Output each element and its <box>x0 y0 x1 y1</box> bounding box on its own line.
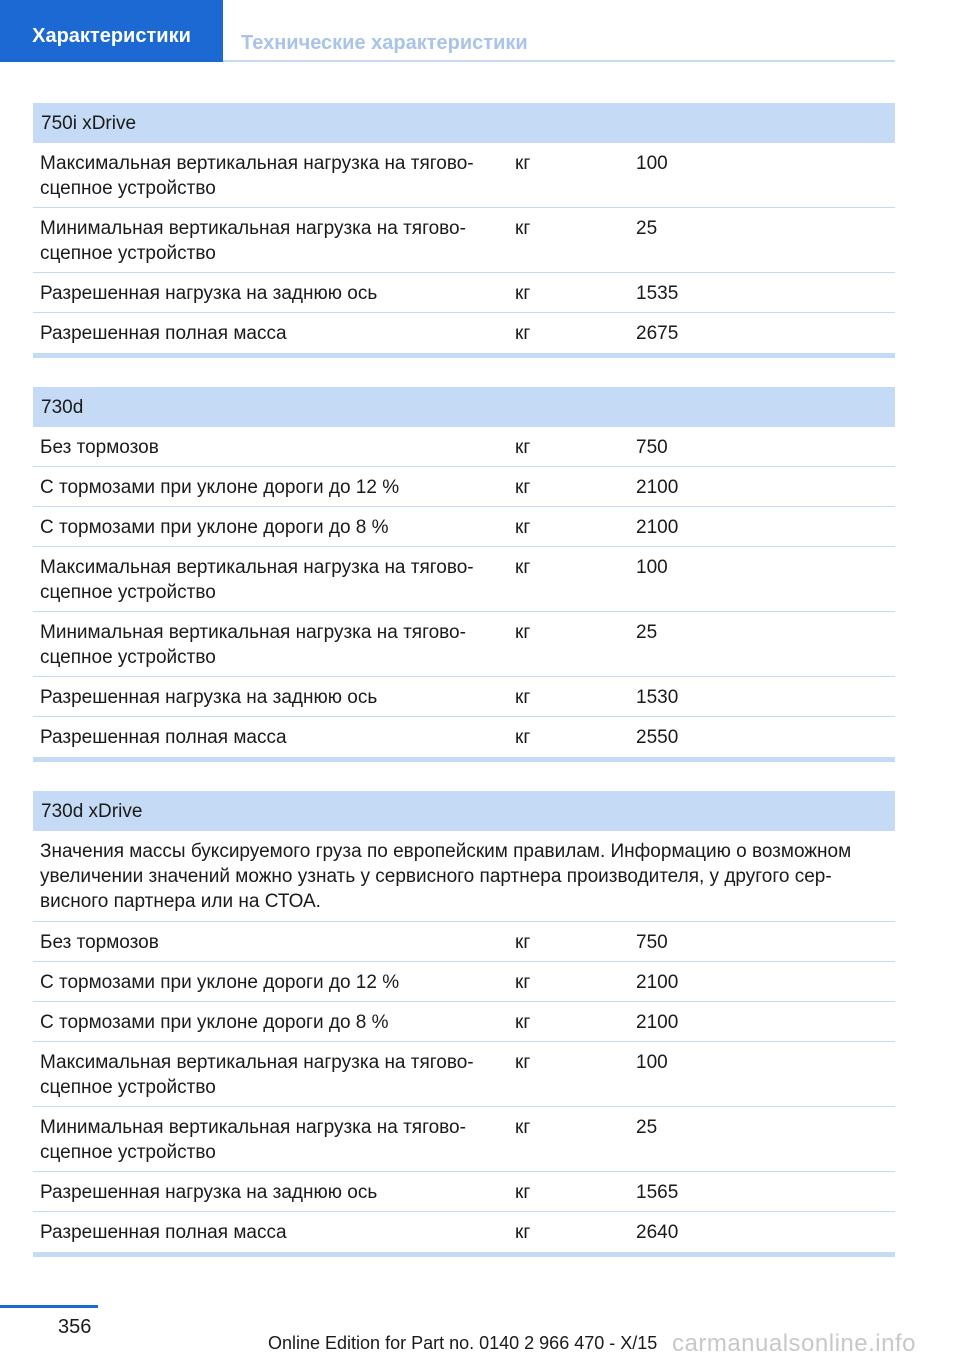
row-unit: кг <box>515 323 531 344</box>
row-label: С тормозами при уклоне дороги до 8 % <box>40 1012 389 1033</box>
row-label: Разрешенная полная масса <box>40 323 287 344</box>
row-unit: кг <box>515 1182 531 1203</box>
table-row <box>33 962 895 1002</box>
row-unit: кг <box>515 477 531 498</box>
table-row <box>33 507 895 547</box>
row-unit: кг <box>515 727 531 748</box>
table-row <box>33 1107 895 1172</box>
table-row <box>33 1172 895 1212</box>
row-unit: кг <box>515 218 531 239</box>
row-label: Максимальная вертикальная нагрузка на тягово-сцепное устройство <box>40 557 474 603</box>
row-label: Разрешенная нагрузка на заднюю ось <box>40 687 378 708</box>
row-unit: кг <box>515 1117 531 1138</box>
row-value: 1530 <box>636 687 679 708</box>
table-title: 730d <box>33 387 895 427</box>
row-label: Минимальная вертикальная нагрузка на тягово-сцепное устройство <box>40 622 466 668</box>
row-label: С тормозами при уклоне дороги до 12 % <box>40 477 400 498</box>
edition-note: Online Edition for Part no. 0140 2 966 470 - X/15 <box>268 1333 658 1353</box>
row-value: 1565 <box>636 1182 679 1203</box>
row-unit: кг <box>515 283 531 304</box>
table-row <box>33 717 895 757</box>
row-unit: кг <box>515 1222 531 1243</box>
row-unit: кг <box>515 932 531 953</box>
footer-accent-line <box>0 1305 98 1308</box>
row-label: Без тормозов <box>40 437 159 458</box>
row-unit: кг <box>515 622 531 643</box>
table-title: 730d xDrive <box>33 791 895 831</box>
row-value: 100 <box>636 1052 668 1073</box>
row-value: 25 <box>636 218 658 239</box>
row-label: С тормозами при уклоне дороги до 12 % <box>40 972 400 993</box>
spec-table-730d-xdrive <box>33 791 895 1257</box>
row-value: 2100 <box>636 1012 679 1033</box>
watermark: carmanualsonline.info <box>672 1330 916 1357</box>
row-unit: кг <box>515 437 531 458</box>
table-row <box>33 547 895 612</box>
table-row <box>33 677 895 717</box>
table-row <box>33 1002 895 1042</box>
header-divider <box>223 60 895 62</box>
table-end-bar <box>33 1252 895 1257</box>
row-unit: кг <box>515 153 531 174</box>
table-row <box>33 467 895 507</box>
row-value: 2640 <box>636 1222 679 1243</box>
row-value: 2100 <box>636 477 679 498</box>
row-value: 100 <box>636 557 668 578</box>
row-label: Разрешенная нагрузка на заднюю ось <box>40 1182 378 1203</box>
row-unit: кг <box>515 1052 531 1073</box>
table-end-bar <box>33 353 895 358</box>
page-header <box>0 0 960 62</box>
row-unit: кг <box>515 972 531 993</box>
row-value: 750 <box>636 437 668 458</box>
row-value: 2100 <box>636 517 679 538</box>
row-value: 100 <box>636 153 668 174</box>
table-row <box>33 313 895 353</box>
row-value: 2100 <box>636 972 679 993</box>
spec-table-730d <box>33 387 895 762</box>
table-row <box>33 208 895 273</box>
table-note: Значения массы буксируемого груза по европейским правилам. Информацию о возможном увеличении значений можно узнать у сервисного партнера производителя, у другого сер-висного партнера или на СТОА. <box>33 831 895 922</box>
row-label: Максимальная вертикальная нагрузка на тягово-сцепное устройство <box>40 1052 474 1098</box>
table-row <box>33 922 895 962</box>
row-label: Разрешенная нагрузка на заднюю ось <box>40 283 378 304</box>
row-label: Минимальная вертикальная нагрузка на тягово-сцепное устройство <box>40 1117 466 1163</box>
row-label: С тормозами при уклоне дороги до 8 % <box>40 517 389 538</box>
row-label: Разрешенная полная масса <box>40 1222 287 1243</box>
row-label: Без тормозов <box>40 932 159 953</box>
row-value: 1535 <box>636 283 679 304</box>
row-value: 750 <box>636 932 668 953</box>
table-row <box>33 273 895 313</box>
row-unit: кг <box>515 1012 531 1033</box>
row-value: 2675 <box>636 323 679 344</box>
table-end-bar <box>33 757 895 762</box>
row-value: 2550 <box>636 727 679 748</box>
row-label: Разрешенная полная масса <box>40 727 287 748</box>
page-number: 356 <box>58 1316 92 1338</box>
row-label: Максимальная вертикальная нагрузка на тягово-сцепное устройство <box>40 153 474 199</box>
spec-table-750i-xdrive <box>33 103 895 358</box>
row-label: Минимальная вертикальная нагрузка на тягово-сцепное устройство <box>40 218 466 264</box>
table-row <box>33 1042 895 1107</box>
table-row <box>33 1212 895 1252</box>
tab-characteristics[interactable]: Характеристики <box>0 0 223 62</box>
table-title: 750i xDrive <box>33 103 895 143</box>
row-unit: кг <box>515 687 531 708</box>
tab-technical-characteristics[interactable]: Технические характеристики <box>241 32 528 54</box>
table-row <box>33 612 895 677</box>
row-unit: кг <box>515 557 531 578</box>
row-value: 25 <box>636 622 658 643</box>
table-row <box>33 427 895 467</box>
row-unit: кг <box>515 517 531 538</box>
row-value: 25 <box>636 1117 658 1138</box>
table-row <box>33 143 895 208</box>
